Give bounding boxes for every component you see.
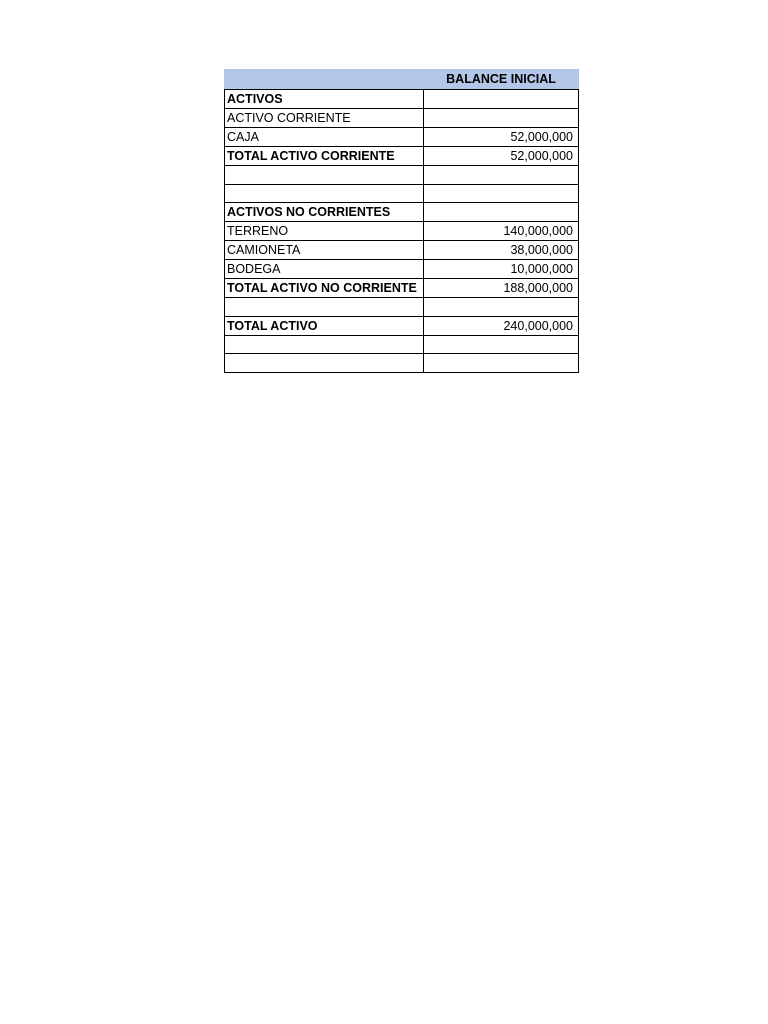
row-label — [225, 298, 424, 317]
row-label: ACTIVOS NO CORRIENTES — [225, 203, 424, 222]
row-value — [424, 354, 579, 373]
table-row — [225, 354, 579, 373]
row-value: 188,000,000 — [424, 279, 579, 298]
balance-table — [224, 90, 579, 373]
row-label: TOTAL ACTIVO NO CORRIENTE — [225, 279, 424, 298]
row-label: TERRENO — [225, 222, 424, 241]
row-label: TOTAL ACTIVO CORRIENTE — [225, 147, 424, 166]
row-value: 38,000,000 — [424, 241, 579, 260]
table-row — [225, 203, 579, 222]
table-row — [225, 279, 579, 298]
table-row — [225, 241, 579, 260]
table-row — [225, 316, 579, 335]
row-value — [424, 203, 579, 222]
row-value: 52,000,000 — [424, 128, 579, 147]
table-row — [225, 298, 579, 317]
table-row — [225, 90, 579, 109]
row-label: ACTIVOS — [225, 90, 424, 109]
row-label: TOTAL ACTIVO — [225, 316, 424, 335]
table-row — [225, 335, 579, 354]
row-label: CAJA — [225, 128, 424, 147]
balance-table-body — [225, 90, 579, 372]
row-value: 240,000,000 — [424, 316, 579, 335]
row-value — [424, 109, 579, 128]
table-row — [225, 184, 579, 203]
header-title: BALANCE INICIAL — [446, 72, 556, 86]
row-value — [424, 90, 579, 109]
table-row — [225, 109, 579, 128]
row-value: 140,000,000 — [424, 222, 579, 241]
table-row — [225, 260, 579, 279]
header-row — [224, 69, 579, 90]
row-value — [424, 166, 579, 185]
table-row — [225, 128, 579, 147]
row-label — [225, 184, 424, 203]
row-value — [424, 335, 579, 354]
table-row — [225, 147, 579, 166]
row-label — [225, 335, 424, 354]
row-label — [225, 166, 424, 185]
row-label: CAMIONETA — [225, 241, 424, 260]
row-value: 10,000,000 — [424, 260, 579, 279]
row-label — [225, 354, 424, 373]
table-row — [225, 222, 579, 241]
row-value: 52,000,000 — [424, 147, 579, 166]
row-value — [424, 184, 579, 203]
table-row — [225, 166, 579, 185]
balance-sheet — [224, 69, 579, 373]
row-label: ACTIVO CORRIENTE — [225, 109, 424, 128]
row-value — [424, 298, 579, 317]
row-label: BODEGA — [225, 260, 424, 279]
